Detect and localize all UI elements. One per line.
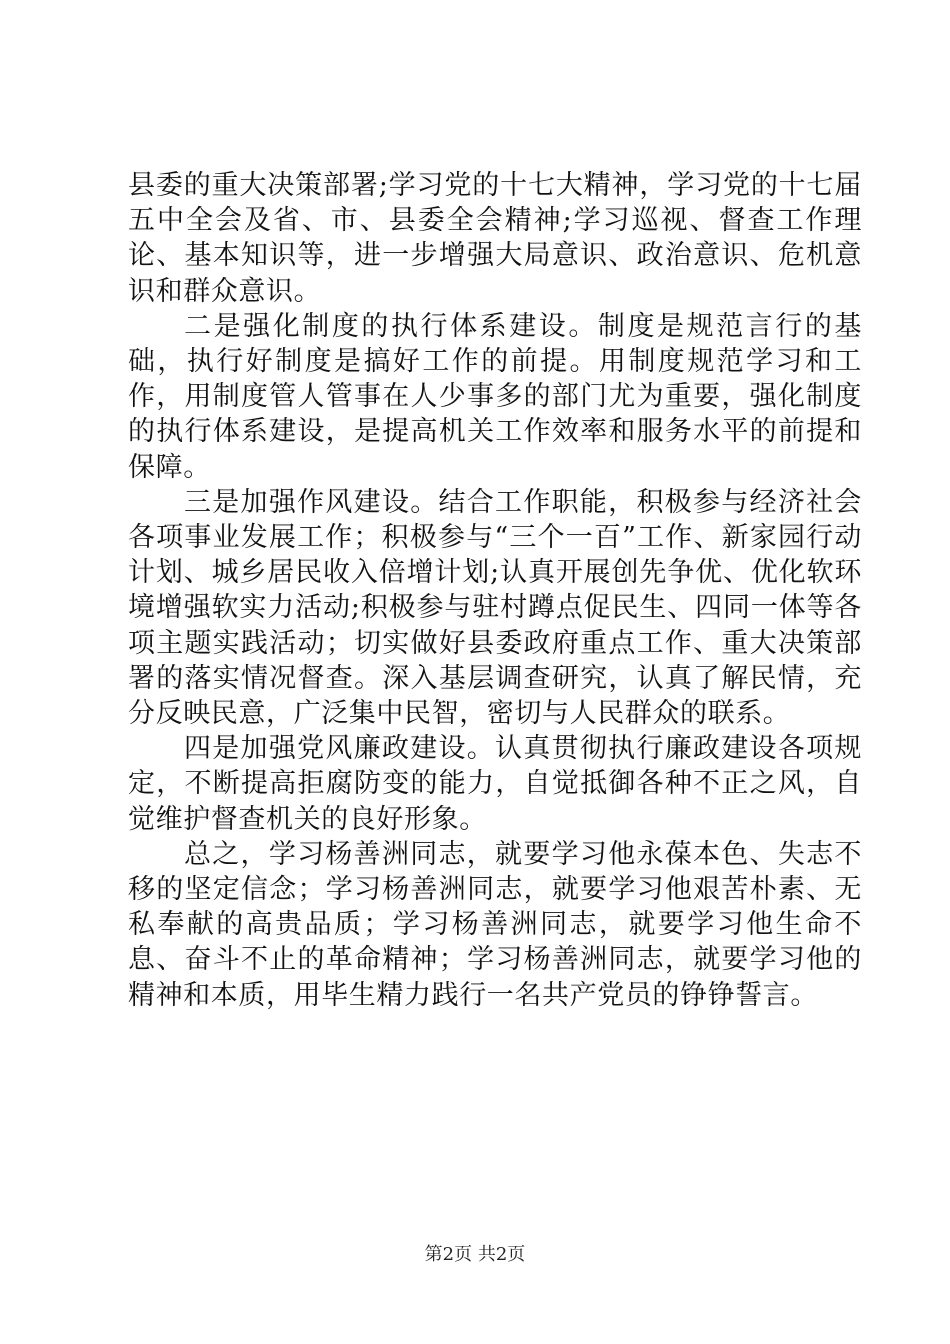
paragraph-5: 总之，学习杨善洲同志，就要学习他永葆本色、失志不移的坚定信念；学习杨善洲同志，就要学习他艰苦朴素、无私奉献的高贵品质；学习杨善洲同志，就要学习他生命不息、奋斗不止的革命精神；学习杨善洲同志，就要学习他的精神和本质，用毕生精力践行一名共产党员的铮铮誓言。 — [128, 838, 862, 1011]
document-body — [128, 168, 862, 1013]
page-number-footer: 第2页 共2页 — [424, 1244, 526, 1265]
paragraph-1: 县委的重大决策部署;学习党的十七大精神，学习党的十七届五中全会及省、市、县委全会精神;学习巡视、督查工作理论、基本知识等，进一步增强大局意识、政治意识、危机意识和群众意识。 — [128, 170, 862, 307]
paragraph-3: 三是加强作风建设。结合工作职能，积极参与经济社会各项事业发展工作；积极参与“三个一百”工作、新家园行动计划、城乡居民收入倍增计划;认真开展创先争优、优化软环境增强软实力活动;积极参与驻村蹲点促民生、四同一体等各项主题实践活动；切实做好县委政府重点工作、重大决策部署的落实情况督查。深入基层调查研究，认真了解民情，充分反映民意，广泛集中民智，密切与人民群众的联系。 — [128, 486, 862, 730]
paragraph-4: 四是加强党风廉政建设。认真贯彻执行廉政建设各项规定，不断提高拒腐防变的能力，自觉抵御各种不正之风，自觉维护督查机关的良好形象。 — [128, 733, 862, 835]
paragraph-2: 二是强化制度的执行体系建设。制度是规范言行的基础，执行好制度是搞好工作的前提。用制度规范学习和工作，用制度管人管事在人少事多的部门尤为重要，强化制度的执行体系建设，是提高机关工作效率和服务水平的前提和保障。 — [128, 310, 862, 483]
